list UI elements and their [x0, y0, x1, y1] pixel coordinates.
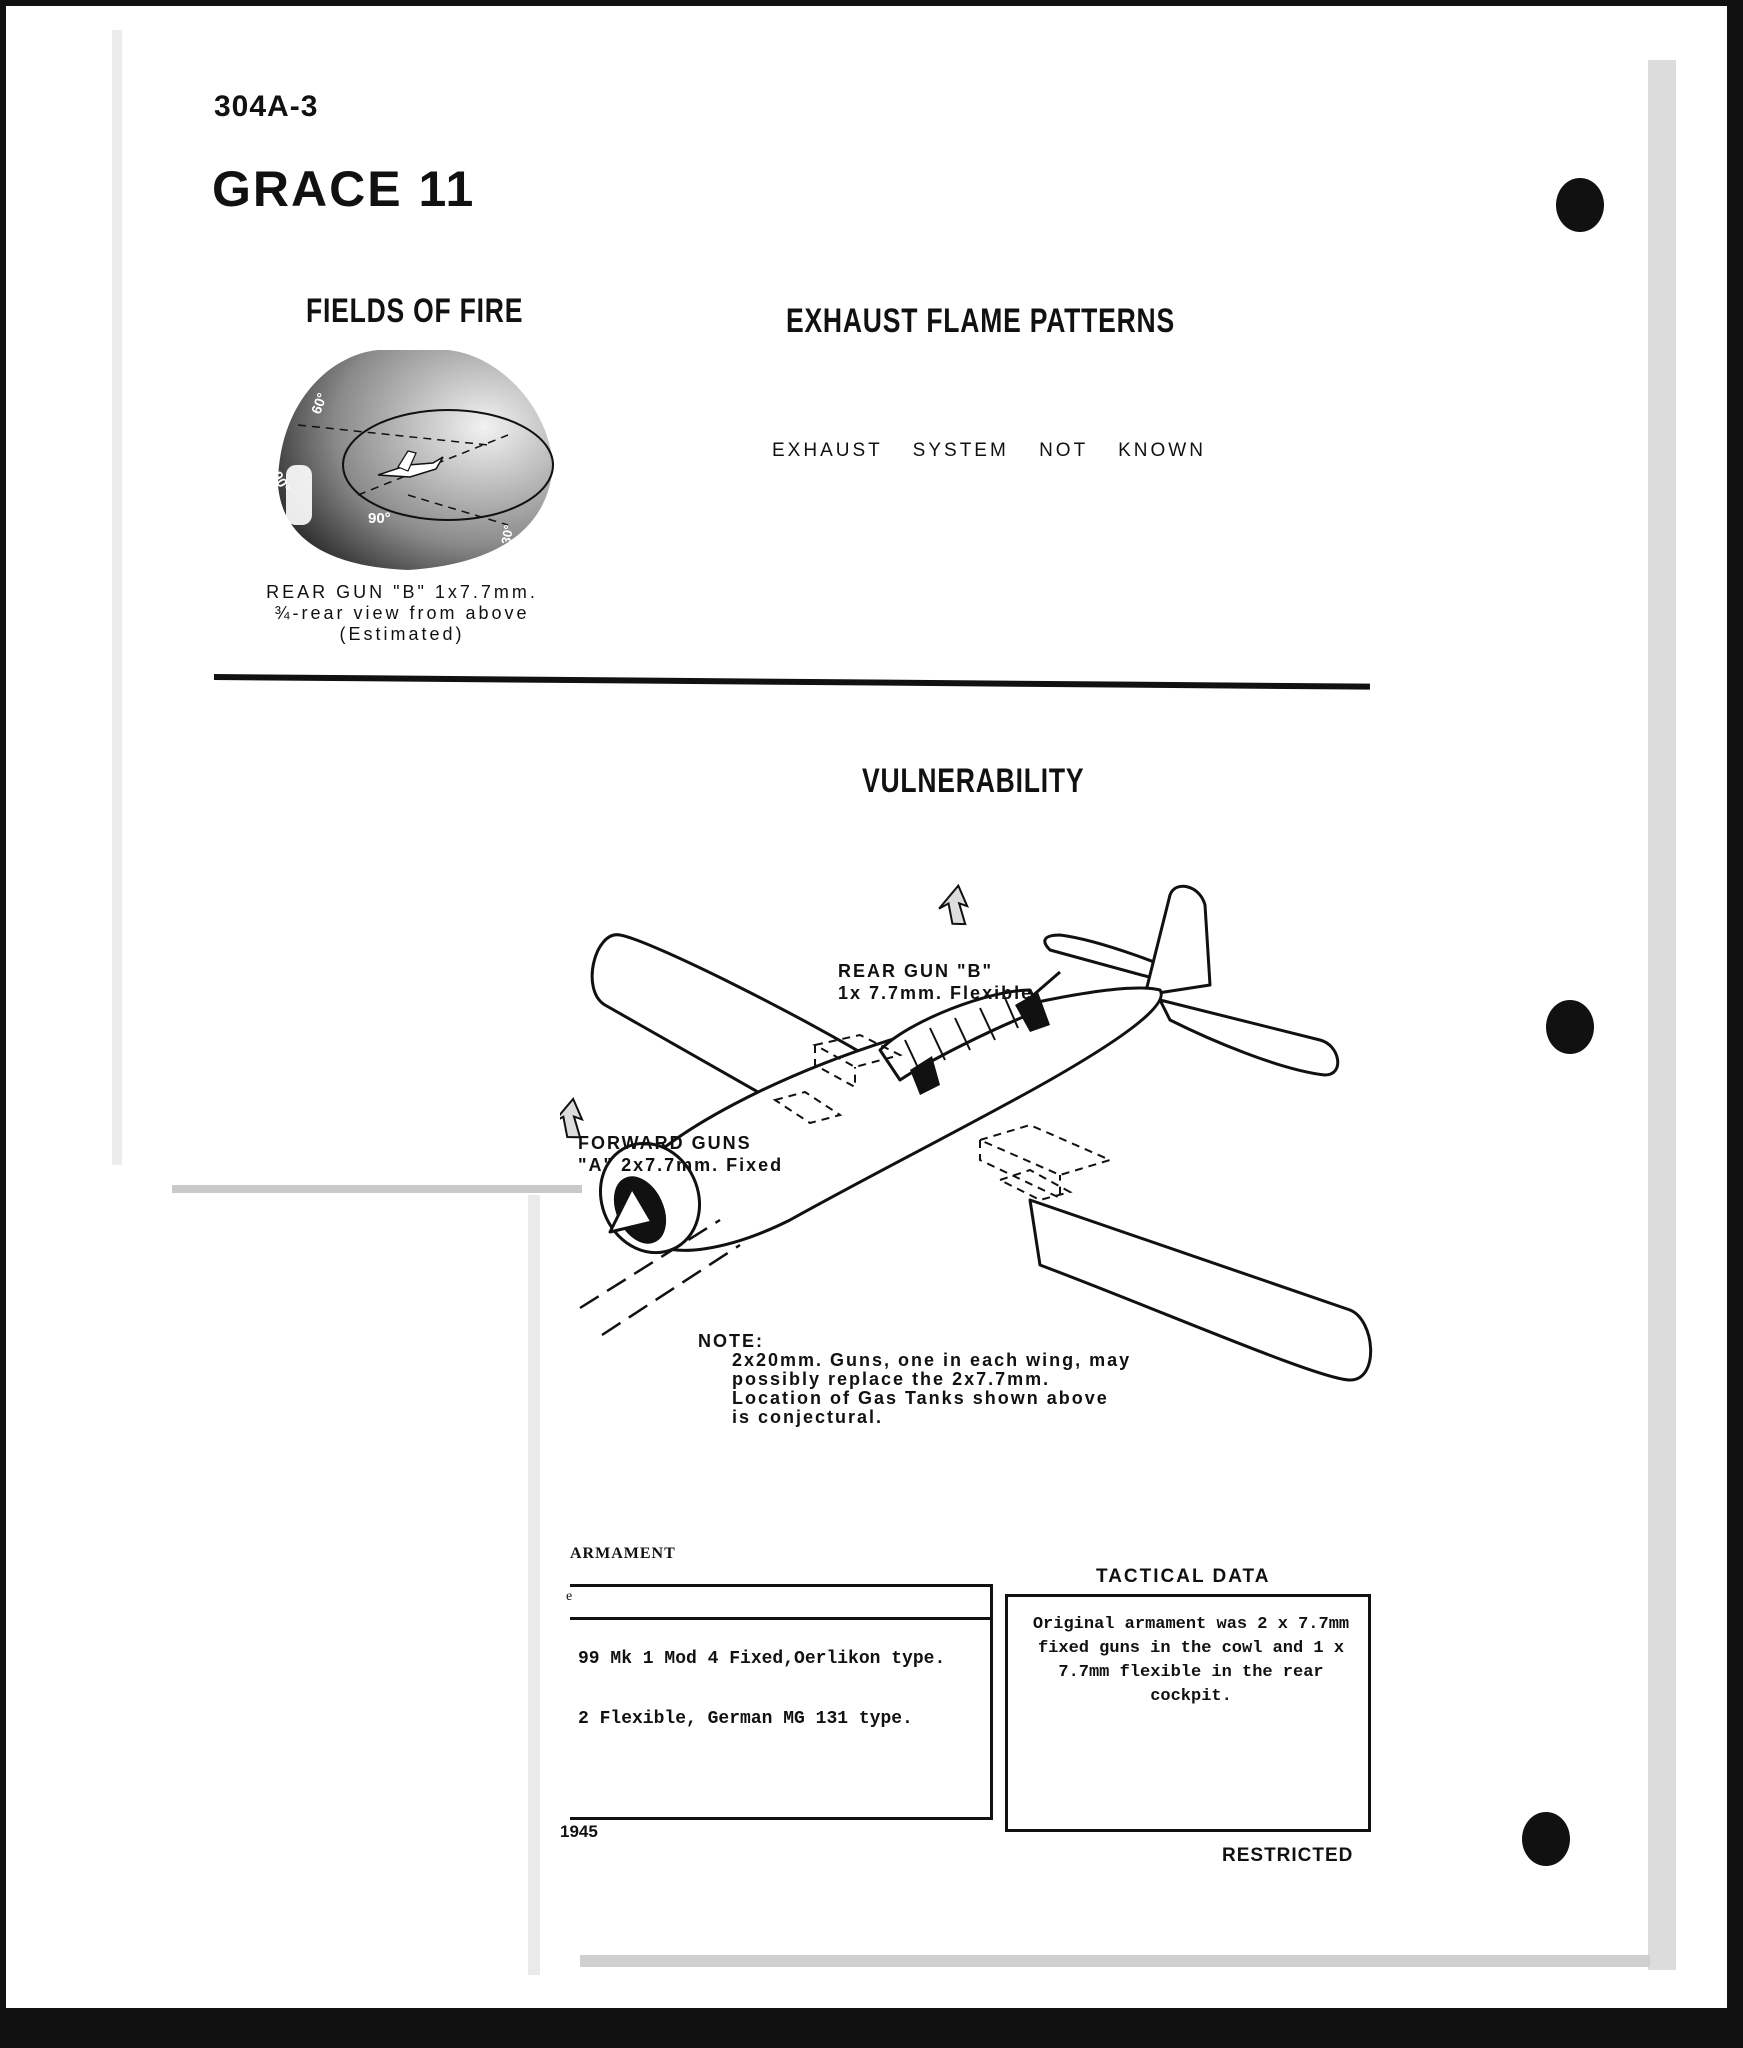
classification-marking: RESTRICTED: [1222, 1845, 1354, 1866]
label-line: "A" 2x7.7mm. Fixed: [578, 1155, 784, 1175]
armament-subheading: e: [566, 1589, 573, 1604]
table-divider: [570, 1617, 990, 1620]
fields-of-fire-caption: [252, 582, 552, 645]
tactical-data-box: [1005, 1594, 1371, 1832]
page-title: GRACE 11: [212, 161, 476, 217]
scan-border-left: [0, 0, 6, 2048]
pointer-arrow-icon: [937, 886, 981, 931]
page-shadow-lower: [528, 1195, 540, 1975]
scan-border-bottom: [0, 2008, 1743, 2048]
note-title: NOTE:: [698, 1331, 764, 1351]
section-divider: [214, 674, 1370, 690]
vulnerability-note: [698, 1332, 1131, 1427]
page-shadow-right: [1648, 60, 1676, 1970]
vulnerability-heading: VULNERABILITY: [862, 762, 1085, 800]
tactical-data-heading: TACTICAL DATA: [1096, 1566, 1271, 1587]
forward-guns-label: [578, 1132, 783, 1176]
tactical-data-text: Original armament was 2 x 7.7mm fixed guns in the cowl and 1 x 7.7mm flexible in the rear cockpit.: [1032, 1615, 1350, 1706]
horizontal-stabilizer: [1160, 1000, 1338, 1075]
caption-line: REAR GUN "B" 1x7.7mm.: [266, 582, 538, 602]
footer-date: 1945: [560, 1822, 598, 1841]
note-line: is conjectural.: [732, 1407, 884, 1427]
binder-hole-icon: [1556, 178, 1604, 232]
page-shadow-bottom: [580, 1955, 1650, 1967]
page-shadow-left: [112, 30, 122, 1165]
scan-border-right: [1727, 0, 1743, 2048]
exhaust-heading: EXHAUST FLAME PATTERNS: [786, 302, 1175, 340]
angle-label: 90°: [368, 510, 391, 527]
scan-border-top: [0, 0, 1743, 6]
fields-of-fire-heading: FIELDS OF FIRE: [306, 292, 524, 330]
note-line: possibly replace the 2x7.7mm.: [732, 1369, 1051, 1389]
note-line: 2x20mm. Guns, one in each wing, may: [732, 1350, 1132, 1370]
binder-hole-icon: [1522, 1812, 1570, 1866]
document-number: 304A-3: [214, 90, 319, 123]
angle-label: 90°: [269, 468, 294, 495]
exhaust-text: EXHAUST SYSTEM NOT KNOWN: [772, 440, 1206, 461]
caption-line: (Estimated): [339, 624, 465, 644]
label-line: FORWARD GUNS: [578, 1133, 752, 1153]
caption-line: ¾-rear view from above: [274, 603, 530, 623]
armament-heading: ARMAMENT: [570, 1545, 676, 1562]
label-line: 1x 7.7mm. Flexible: [838, 983, 1034, 1003]
angle-label: 60°: [307, 390, 331, 417]
rear-gun-barrel: [1030, 972, 1060, 998]
binder-hole-icon: [1546, 1000, 1594, 1054]
armament-row: 2 Flexible, German MG 131 type.: [578, 1709, 913, 1729]
rear-gun-label: [838, 960, 1033, 1004]
angle-label: 30°: [498, 523, 517, 546]
vertical-stabilizer: [1145, 886, 1210, 995]
armament-row: 99 Mk 1 Mod 4 Fixed,Oerlikon type.: [578, 1649, 946, 1669]
fields-of-fire-diagram: [258, 345, 558, 575]
label-line: REAR GUN "B": [838, 961, 994, 981]
note-line: Location of Gas Tanks shown above: [732, 1388, 1109, 1408]
page-overlay-edge: [172, 1185, 582, 1193]
armament-table: [566, 1584, 993, 1820]
